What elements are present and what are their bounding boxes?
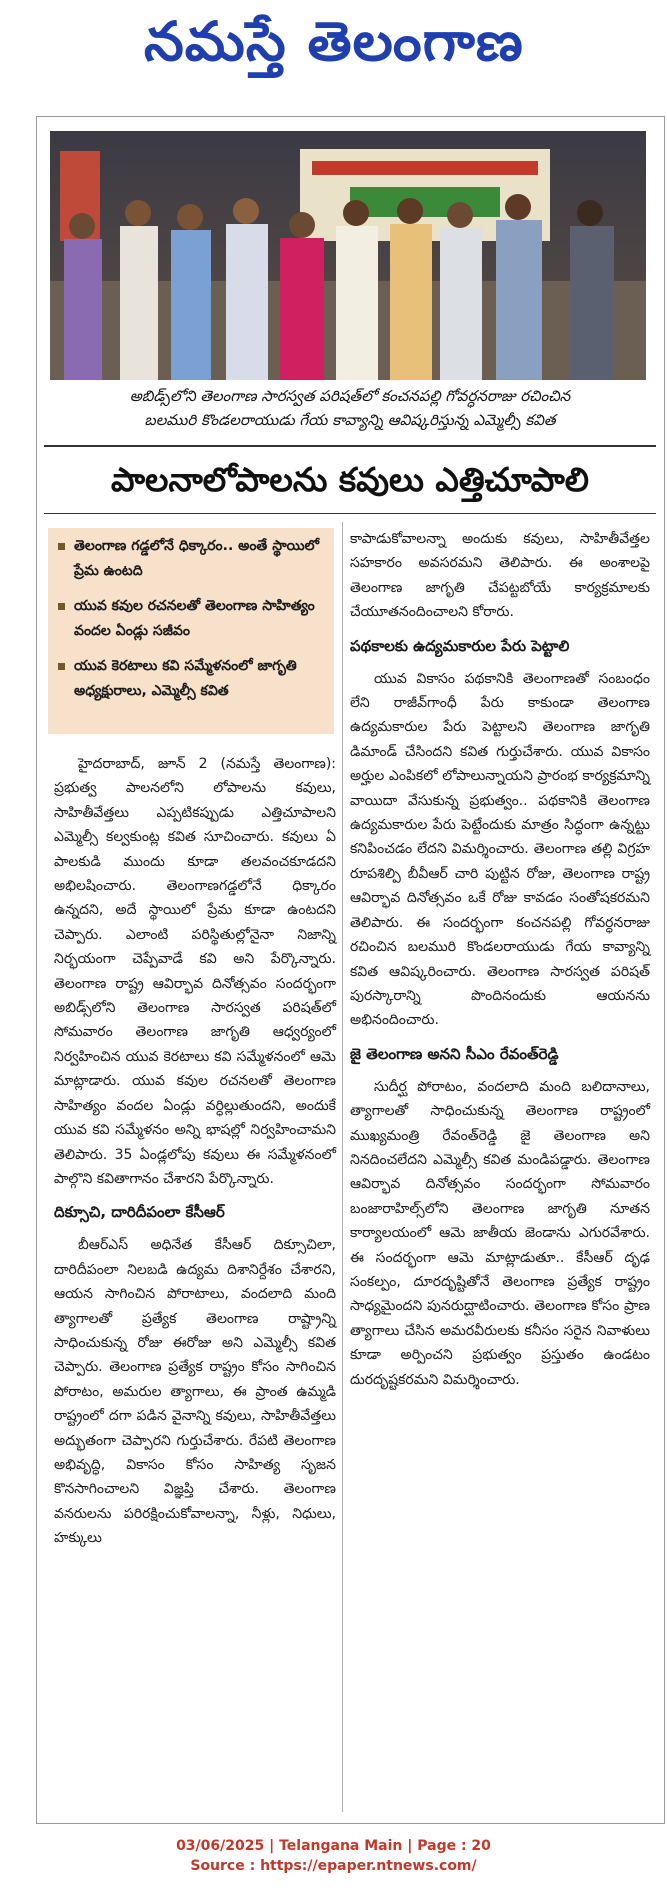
footer-edition-info: 03/06/2025 | Telangana Main | Page : 20 (176, 1838, 491, 1854)
bullet-icon (58, 603, 65, 610)
column-divider (342, 522, 343, 1812)
masthead (0, 0, 667, 100)
highlight-item (56, 654, 326, 704)
body-paragraph: కాపాడుకోవాలన్నా అందుకు కవులు, సాహితీవేత్తల సహకారం అవసరమని తెలిపారు. ఈ అంశాలపై తెలంగాణ జాగృతి చేపట్టబోయే కార్యక్రమాలకు చేయూతనందించాలని కోరారు. (350, 531, 650, 621)
highlight-text: యువ కెరటాలు కవి సమ్మేళనంలో జాగృతి అధ్యక్షురాలు, ఎమ్మెల్సీ కవిత (74, 658, 297, 699)
photo-caption (44, 384, 656, 432)
caption-line-1: అబిడ్స్‌లోని తెలంగాణ సారస్వత పరిషత్‌లో కంచనపల్లి గోవర్ధనరాజు రచించిన (129, 387, 571, 405)
body-paragraph: యువ వికాసం పథకానికి తెలంగాణతో సంబంధం లేని రాజీవ్‌గాంధీ పేరు కాకుండా తెలంగాణ ఉద్యమకారుల పేరు పెట్టాలని తెలంగాణ జాగృతి డిమాండ్ చేసిందని కవిత గుర్తుచేశారు. యువ వికాసం అర్హుల ఎంపికలో లోపాలున్నాయని ప్రారంభ కార్యక్రమాన్ని వాయిదా వేసుకున్న ప్రభుత్వం.. పథకానికి తెలంగాణ ఉద్యమకారుల పేరు పెట్టేందుకు మాత్రం సిద్ధంగా ఉన్నట్టు కనిపించడం లేదని విమర్శించారు. తెలంగాణ తల్లి విగ్రహ రూపశిల్పి బీవీఆర్ చారి పుట్టిన రోజు, తెలంగాణ రాష్ట్ర ఆవిర్భావ దినోత్సవం ఒకే రోజు కావడం సంతోషకరమని తెలిపారు. ఈ సందర్భంగా కంచనపల్లి గోవర్ధనరాజు రచించిన బలమురి కొండలరాయుడు గేయ కావ్యాన్ని కవిత ఆవిష్కరించారు. తెలంగాణ సారస్వత పరిషత్ పురస్కారాన్ని పొందినందుకు ఆయనను అభినందించారు. (350, 670, 650, 1029)
section-subheading: పథకాలకు ఉద్యమకారుల పేరు పెట్టాలి (350, 636, 570, 655)
footer-source-link[interactable]: Source : https://epaper.ntnews.com/ (190, 1858, 477, 1874)
body-paragraph: సుదీర్ఘ పోరాటం, వందలాది మంది బలిదానాలు, త్యాగాలతో సాధించుకున్న తెలంగాణ రాష్ట్రంలో ముఖ్యమంత్రి రేవంత్‌రెడ్డి జై తెలంగాణ అని నినదించలేదని ఎమ్మెల్సీ కవిత మండిపడ్డారు. తెలంగాణ ఆవిర్భావ దినోత్సవం సందర్భంగా సోమవారం బంజారాహిల్స్‌లోని తెలంగాణ జాగృతి నూతన కార్యాలయంలో ఆమె జాతీయ జెండాను ఎగురవేశారు. ఈ సందర్భంగా ఆమె మాట్లాడుతూ.. కేసీఆర్ దృఢ సంకల్పం, దూరదృష్టితోనే తెలంగాణ ప్రత్యేక రాష్ట్రం సాధ్యమైందని పునరుద్ఘాటించారు. తెలంగాణ కోసం ప్రాణ త్యాగాలు చేసిన అమరవీరులకు కనీసం సరైన నివాళులు కూడా అర్పించని ప్రభుత్వం ప్రస్తుతం ఉండటం దురదృష్టకరమని విమర్శించారు. (350, 1078, 650, 1388)
group-photo-image (50, 131, 646, 380)
article-left-column (54, 752, 336, 1555)
masthead-title: నమస్తే తెలంగాణ (143, 10, 524, 73)
bullet-icon (58, 663, 65, 670)
highlight-item (56, 534, 326, 584)
page-footer (0, 1836, 667, 1876)
highlights-box (48, 528, 334, 734)
article-photo (50, 131, 646, 380)
article-right-column (350, 527, 650, 1396)
highlight-item (56, 594, 326, 644)
section-subheading: దిక్సూచి, దారిదీపంలా కేసీఆర్ (54, 1203, 225, 1222)
caption-line-2: బలమురి కొండలరాయుడు గేయ కావ్యాన్ని ఆవిష్కరిస్తున్న ఎమ్మెల్సీ కవిత (144, 411, 556, 429)
body-paragraph: బీఆర్‌ఎస్ అధినేత కేసీఆర్ దిక్సూచిలా, దారిదీపంలా నిలబడి ఉద్యమ దిశానిర్దేశం చేశారని, ఆయన సాగించిన పోరాటాలు, వందలాది మంది త్యాగాలతో ప్రత్యేక తెలంగాణ రాష్ట్రాన్ని సాధించుకున్న రోజు ఈరోజు అని ఎమ్మెల్సీ కవిత చెప్పారు. తెలంగాణ ప్రత్యేక రాష్ట్రం కోసం సాగించిన పోరాటం, అమరుల త్యాగాలు, ఈ ప్రాంత ఉమ్మడి రాష్ట్రంలో దగా పడిన వైనాన్ని కవులు, సాహితీవేత్తలు అద్భుతంగా చెప్పారని గుర్తుచేశారు. రేపటి తెలంగాణ అభివృద్ధి, వికాసం కోసం సాహిత్య సృజన కొనసాగించాలని విజ్ఞప్తి చేశారు. తెలంగాణ వనరులను పరిరక్షించుకోవాలన్నా, నీళ్లు, నిధులు, హక్కులు (54, 1237, 336, 1547)
highlight-text: తెలంగాణ గడ్డలోనే ధిక్కారం.. అంతే స్థాయిలో ప్రేమ ఉంటది (74, 538, 320, 579)
article-headline: పాలనాలోపాలను కవులు ఎత్తిచూపాలి (44, 445, 656, 514)
body-paragraph: హైదరాబాద్, జూన్ 2 (నమస్తే తెలంగాణ): ప్రభుత్వ పాలనలోని లోపాలను కవులు, సాహితీవేత్తలు ఎప్పటికప్పుడు ఎత్తిచూపాలని ఎమ్మెల్సీ కల్వకుంట్ల కవిత సూచించారు. కవులు ఏ పాలకుడి ముందు కూడా తలవంచకూడదని అభిలషించారు. తెలంగాణగడ్డలోనే ధిక్కారం ఉన్నదని, అదే స్థాయిలో ప్రేమ కూడా ఉంటదని చెప్పారు. ఎలాంటి పరిస్థితుల్లోనైనా నిజాన్ని నిర్భయంగా చెప్పేవాడే కవి అని పేర్కొన్నారు. తెలంగాణ రాష్ట్ర ఆవిర్భావ దినోత్సవం సందర్భంగా అబిడ్స్‌లోని తెలంగాణ సారస్వత పరిషత్‌లో సోమవారం తెలంగాణ జాగృతి ఆధ్వర్యంలో నిర్వహించిన యువ కెరటాలు కవి సమ్మేళనంలో ఆమె మాట్లాడారు. యువ కవుల రచనలతో తెలంగాణ సాహిత్యం వందల ఏండ్లు వర్ధిల్లుతుందని, అందుకే యువ కవి సమ్మేళనం అన్ని భాషల్లో నిర్వహించామని తెలిపారు. 35 ఏండ్లలోపు కవులు ఈ సమ్మేళనంలో పాల్గొని కవితాగానం చేశారని పేర్కొన్నారు. (54, 756, 336, 1187)
section-subheading: జై తెలంగాణ అనని సీఎం రేవంత్‌రెడ్డి (350, 1044, 559, 1063)
bullet-icon (58, 543, 65, 550)
highlight-text: యువ కవుల రచనలతో తెలంగాణ సాహిత్యం వందల ఏండ్లు సజీవం (74, 598, 315, 639)
